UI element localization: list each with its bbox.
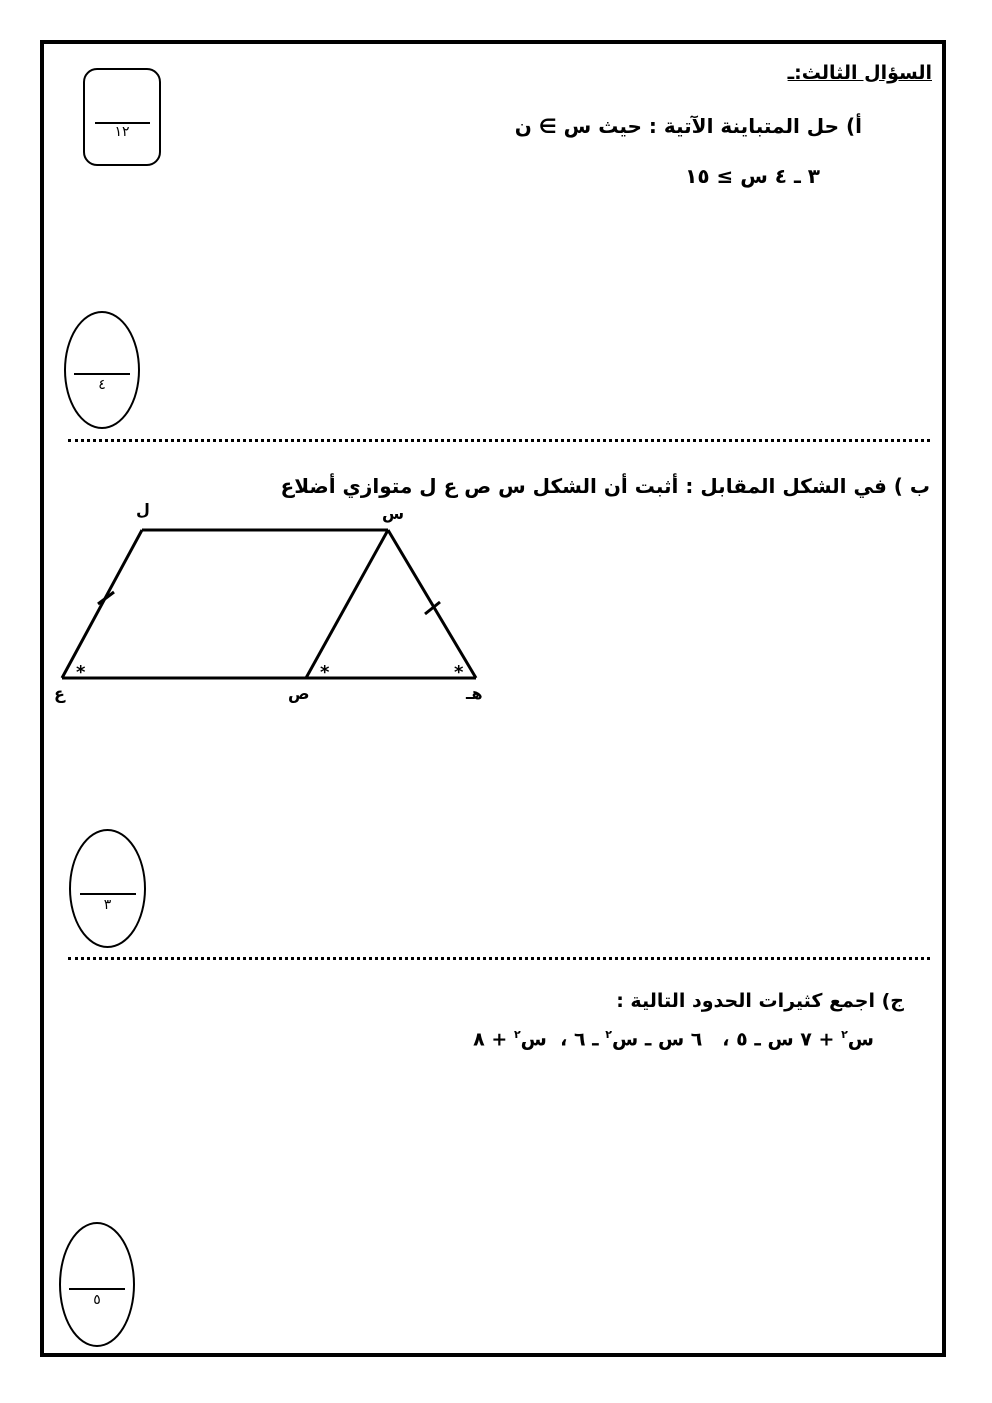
vertex-S-label: س <box>382 504 405 523</box>
separator-1 <box>68 439 930 442</box>
part-a-question: أ) حل المتباينة الآتية : حيث س ∋ ن <box>514 114 862 138</box>
part-c-expressions <box>473 1028 874 1050</box>
expr2-rest: ـ ٦ ، <box>560 1028 599 1051</box>
part-b-question: ب ) في الشكل المقابل : أثبت أن الشكل س ص ع ل متوازي أضلاع <box>280 474 930 498</box>
expr1-rest: + ٧ س ـ ٥ ، <box>722 1028 835 1051</box>
angle-mark-Sad: * <box>320 662 330 683</box>
section-title: السؤال الثالث:ـ <box>787 62 932 84</box>
part-c-score: ٥ <box>93 1292 101 1308</box>
expr1-exponent: ٢ <box>841 1028 848 1041</box>
part-a-score-oval <box>64 311 140 429</box>
vertex-Sad-label: ص <box>288 684 310 703</box>
total-score-box <box>83 68 161 166</box>
vertex-H-label: هـ <box>466 684 483 703</box>
side-S-H <box>388 530 476 678</box>
angle-mark-H: * <box>454 662 464 683</box>
part-a-score: ٤ <box>98 377 106 393</box>
part-c-question: ج) اجمع كثيرات الحدود التالية : <box>616 990 904 1012</box>
side-Sad-S <box>306 530 388 678</box>
parallelogram-figure <box>40 500 510 710</box>
expr1-base: س <box>847 1028 874 1051</box>
side-A-L <box>62 530 142 678</box>
expr3-rest: + ٨ <box>473 1028 508 1051</box>
part-b-score-oval <box>69 829 146 948</box>
expr2-exponent: ٢ <box>605 1028 613 1041</box>
expr3-base: س <box>520 1028 547 1051</box>
vertex-L-label: ل <box>136 500 150 519</box>
vertex-A-label: ع <box>54 684 65 703</box>
angle-mark-A: * <box>76 662 86 683</box>
part-a-inequality: ٣ ـ ٤ س ≥ ١٥ <box>685 164 820 188</box>
part-c-score-oval <box>59 1222 135 1347</box>
part-b-score: ٣ <box>103 897 112 913</box>
separator-2 <box>68 957 930 960</box>
expr2-base: ٦ س ـ س <box>612 1028 703 1051</box>
expr3-exponent: ٢ <box>513 1028 521 1041</box>
total-score: ١٢ <box>114 124 130 140</box>
